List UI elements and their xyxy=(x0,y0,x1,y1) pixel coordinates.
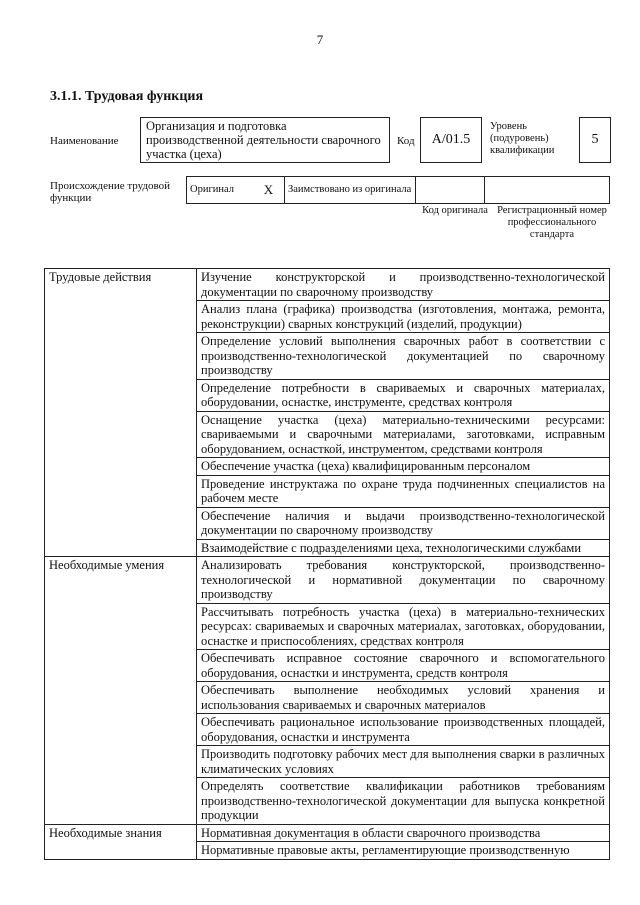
category-cell: Необходимые умения xyxy=(45,557,197,825)
table-row xyxy=(45,557,610,604)
item-cell: Производить подготовку рабочих мест для выполнения сварки в различных климатических условиях xyxy=(197,746,610,778)
level-value: 5 xyxy=(591,132,599,147)
original-label: Оригинал xyxy=(187,177,254,204)
origin-code-cell xyxy=(416,177,485,204)
item-cell: Изучение конструкторской и производственно-технологической документации по сварочному производству xyxy=(197,269,610,301)
level-box xyxy=(579,117,611,163)
table-row xyxy=(45,269,610,301)
origin-reg-caption: Регистрационный номер профессионального стандарта xyxy=(497,205,607,240)
item-cell: Нормативная документация в области сварочного производства xyxy=(197,824,610,842)
origin-reg-cell xyxy=(485,177,610,204)
name-label: Наименование xyxy=(50,135,119,147)
page-number: 7 xyxy=(316,32,324,47)
item-cell: Проведение инструктажа по охране труда подчиненных специалистов на рабочем месте xyxy=(197,475,610,507)
level-label: Уровень (подуровень) квалификации xyxy=(490,121,555,156)
item-cell: Анализ плана (графика) производства (изготовления, монтажа, ремонта, реконструкции) сварных конструкций (изделий, продукции) xyxy=(197,301,610,333)
category-cell: Трудовые действия xyxy=(45,269,197,557)
section-title: 3.1.1. Трудовая функция xyxy=(50,89,204,104)
item-cell: Определение потребности в свариваемых и сварочных материалах, оборудовании, оснастке, инструменте, средствах контроля xyxy=(197,379,610,411)
item-cell: Оснащение участка (цеха) материально-техническими ресурсами: свариваемыми и сварочными материалами, заготовками, исправным оборудованием, оснасткой, инструментом, средствами контроля xyxy=(197,411,610,458)
item-cell: Нормативные правовые акты, регламентирующие производственную xyxy=(197,842,610,860)
item-cell: Обеспечение наличия и выдачи производственно-технологической документации по сварочному производству xyxy=(197,507,610,539)
code-box xyxy=(420,117,482,163)
item-cell: Обеспечивать исправное состояние сварочного и вспомогательного оборудования, оснастки и инструмента, средств контроля xyxy=(197,650,610,682)
item-cell: Определение условий выполнения сварочных работ в соответствии с производственно-технологической документацией по сварочному производству xyxy=(197,333,610,380)
borrowed-label: Заимствовано из оригинала xyxy=(285,177,416,204)
item-cell: Обеспечение участка (цеха) квалифицированным персоналом xyxy=(197,458,610,476)
origin-label: Происхождение трудовой функции xyxy=(50,180,171,204)
item-cell: Рассчитывать потребность участка (цеха) в материально-технических ресурсах: свариваемых и сварочных материалах, заготовках, оборудовании, оснастке и приспособлениях, средствах контроля xyxy=(197,603,610,650)
original-mark: X xyxy=(253,177,285,204)
item-cell: Взаимодействие с подразделениями цеха, технологическими службами xyxy=(197,539,610,557)
origin-code-caption: Код оригинала xyxy=(422,205,488,216)
item-cell: Анализировать требования конструкторской, производственно-технологической и нормативной документации по сварочному производству xyxy=(197,557,610,604)
function-name-box xyxy=(140,117,390,163)
origin-table xyxy=(186,176,610,204)
item-cell: Обеспечивать рациональное использование производственных площадей, оборудования, оснастки и инструмента xyxy=(197,714,610,746)
item-cell: Обеспечивать выполнение необходимых условий хранения и использования свариваемых и сварочных материалов xyxy=(197,682,610,714)
function-table xyxy=(44,268,610,860)
category-cell: Необходимые знания xyxy=(45,824,197,859)
item-cell: Определять соответствие квалификации работников требованиям производственно-технологической документации для выпуска конкретной продукции xyxy=(197,778,610,825)
code-value: A/01.5 xyxy=(431,132,471,147)
function-name-value: Организация и подготовка производственной деятельности сварочного участка (цеха) xyxy=(146,119,381,161)
code-label: Код xyxy=(397,135,415,147)
table-row xyxy=(45,824,610,842)
